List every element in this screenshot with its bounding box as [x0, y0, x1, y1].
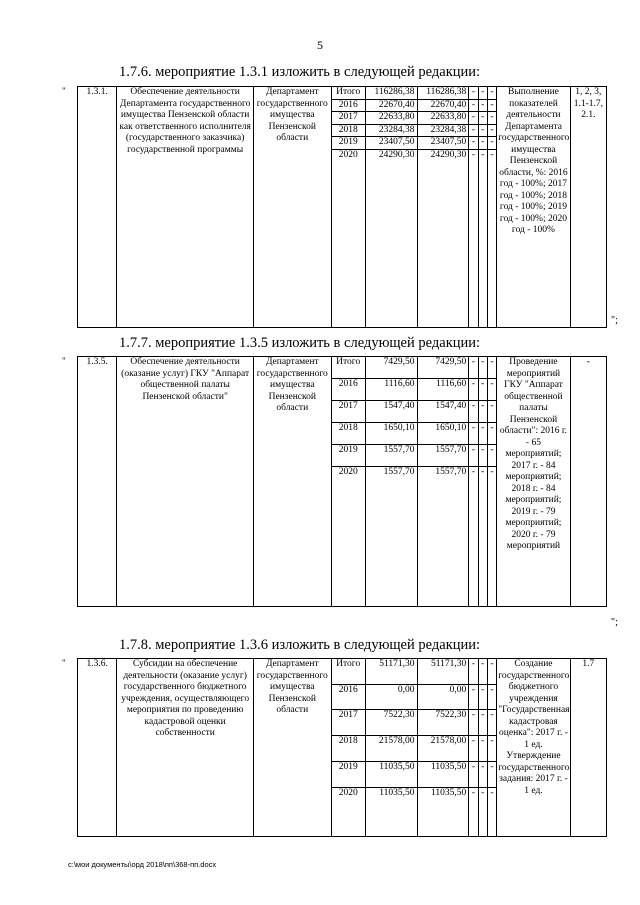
- dash-cell: -: [469, 762, 478, 788]
- measure-indicator: Проведение мероприятий ГКУ "Аппарат общественной палаты Пензенской области": 2016 г. - 65 мероприятий; 2017 г. - 84 мероприятий; 2018 г. - 84 мероприятий; 2019 г. - 79 мероприятий; 2020 г. - 79 мероприятий: [497, 357, 571, 607]
- dash-cell: -: [469, 445, 478, 467]
- amount-total: 21578,00: [365, 736, 417, 762]
- amount-regional: 51171,30: [417, 659, 469, 685]
- measure-executor: Департамент государственного имущества Пензенской области: [253, 87, 331, 328]
- year-cell: 2019: [331, 137, 365, 150]
- dash-cell: -: [469, 149, 478, 328]
- amount-regional: 1557,70: [417, 445, 469, 467]
- amount-regional: 116286,38: [417, 87, 469, 100]
- section-heading: 1.7.7. мероприятие 1.3.5 изложить в следующей редакции:: [119, 335, 481, 351]
- amount-regional: 7429,50: [417, 357, 469, 379]
- year-cell: 2017: [331, 401, 365, 423]
- dash-cell: -: [478, 762, 487, 788]
- open-quote-mark: ": [62, 356, 66, 366]
- amount-regional: 21578,00: [417, 736, 469, 762]
- dash-cell: -: [478, 659, 487, 685]
- dash-cell: -: [487, 467, 496, 607]
- close-quote-mark: ";: [611, 315, 618, 326]
- amount-total: 1557,70: [365, 445, 417, 467]
- dash-cell: -: [487, 87, 496, 100]
- amount-regional: 1650,10: [417, 423, 469, 445]
- section-heading: 1.7.6. мероприятие 1.3.1 изложить в следующей редакции:: [119, 64, 481, 80]
- dash-cell: -: [469, 423, 478, 445]
- dash-cell: -: [478, 379, 487, 401]
- year-cell: 2020: [331, 788, 365, 837]
- measure-table: [77, 86, 607, 328]
- amount-total: 0,00: [365, 685, 417, 710]
- dash-cell: -: [487, 401, 496, 423]
- dash-cell: -: [478, 423, 487, 445]
- year-cell: 2018: [331, 736, 365, 762]
- measure-table: [77, 658, 607, 837]
- page-number: 5: [317, 38, 323, 52]
- dash-cell: -: [478, 99, 487, 112]
- amount-regional: 0,00: [417, 685, 469, 710]
- measure-executor: Департамент государственного имущества Пензенской области: [253, 659, 331, 837]
- measure-code: 1.3.5.: [78, 357, 117, 607]
- amount-total: 23407,50: [365, 137, 417, 150]
- amount-regional: 1116,60: [417, 379, 469, 401]
- year-cell: 2018: [331, 124, 365, 137]
- year-cell: 2018: [331, 423, 365, 445]
- amount-regional: 24290,30: [417, 149, 469, 328]
- dash-cell: -: [487, 788, 496, 837]
- amount-total: 22633,80: [365, 112, 417, 125]
- amount-regional: 22633,80: [417, 112, 469, 125]
- amount-total: 51171,30: [365, 659, 417, 685]
- year-cell: 2016: [331, 99, 365, 112]
- dash-cell: -: [487, 379, 496, 401]
- measure-refs: 1.7: [570, 659, 606, 837]
- dash-cell: -: [478, 137, 487, 150]
- year-cell: 2020: [331, 467, 365, 607]
- year-cell: 2017: [331, 710, 365, 736]
- year-cell: Итого: [331, 87, 365, 100]
- year-cell: 2017: [331, 112, 365, 125]
- measure-executor: Департамент государственного имущества Пензенской области: [253, 357, 331, 607]
- amount-regional: 22670,40: [417, 99, 469, 112]
- amount-regional: 11035,50: [417, 762, 469, 788]
- amount-regional: 11035,50: [417, 788, 469, 837]
- amount-regional: 7522,30: [417, 710, 469, 736]
- measure-code: 1.3.6.: [78, 659, 117, 837]
- amount-regional: 23284,38: [417, 124, 469, 137]
- dash-cell: -: [487, 685, 496, 710]
- dash-cell: -: [478, 736, 487, 762]
- year-cell: 2019: [331, 445, 365, 467]
- amount-total: 7429,50: [365, 357, 417, 379]
- amount-total: 1116,60: [365, 379, 417, 401]
- amount-total: 1547,40: [365, 401, 417, 423]
- dash-cell: -: [487, 124, 496, 137]
- year-cell: 2019: [331, 762, 365, 788]
- dash-cell: -: [478, 445, 487, 467]
- year-cell: Итого: [331, 357, 365, 379]
- dash-cell: -: [469, 87, 478, 100]
- dash-cell: -: [487, 357, 496, 379]
- amount-total: 7522,30: [365, 710, 417, 736]
- dash-cell: -: [478, 401, 487, 423]
- dash-cell: -: [487, 99, 496, 112]
- dash-cell: -: [487, 710, 496, 736]
- amount-total: 24290,30: [365, 149, 417, 328]
- dash-cell: -: [487, 137, 496, 150]
- dash-cell: -: [478, 87, 487, 100]
- dash-cell: -: [478, 124, 487, 137]
- open-quote-mark: ": [62, 658, 66, 668]
- measure-refs: -: [570, 357, 606, 607]
- measure-name: Субсидии на обеспечение деятельности (оказание услуг) государственного бюджетного учреждения, осуществляющего мероприятия по проведению кадастровой оценки собственности: [117, 659, 254, 837]
- dash-cell: -: [478, 112, 487, 125]
- amount-regional: 1547,40: [417, 401, 469, 423]
- year-cell: 2016: [331, 685, 365, 710]
- dash-cell: -: [469, 401, 478, 423]
- dash-cell: -: [478, 467, 487, 607]
- dash-cell: -: [469, 99, 478, 112]
- amount-total: 1557,70: [365, 467, 417, 607]
- amount-total: 11035,50: [365, 762, 417, 788]
- measure-table: [77, 356, 607, 607]
- measure-indicator: Выполнение показателей деятельности Департамента государственного имущества Пензенской области, %: 2016 год - 100%; 2017 год - 100%; 2018 год - 100%; 2019 год - 100%; 2020 год - 100%: [497, 87, 571, 328]
- open-quote-mark: ": [62, 86, 66, 96]
- dash-cell: -: [478, 149, 487, 328]
- dash-cell: -: [478, 788, 487, 837]
- dash-cell: -: [469, 124, 478, 137]
- dash-cell: -: [469, 659, 478, 685]
- dash-cell: -: [469, 379, 478, 401]
- dash-cell: -: [469, 736, 478, 762]
- amount-total: 11035,50: [365, 788, 417, 837]
- measure-name: Обеспечение деятельности (оказание услуг) ГКУ "Аппарат общественной палаты Пензенской области": [117, 357, 254, 607]
- measure-code: 1.3.1.: [78, 87, 117, 328]
- year-cell: 2020: [331, 149, 365, 328]
- dash-cell: -: [469, 710, 478, 736]
- dash-cell: -: [469, 137, 478, 150]
- dash-cell: -: [487, 659, 496, 685]
- file-path-footer: c:\мои документы\орд 2018\пп\368-пп.docx: [68, 860, 217, 869]
- dash-cell: -: [487, 445, 496, 467]
- dash-cell: -: [469, 467, 478, 607]
- amount-total: 116286,38: [365, 87, 417, 100]
- dash-cell: -: [478, 685, 487, 710]
- section-heading: 1.7.8. мероприятие 1.3.6 изложить в следующей редакции:: [119, 637, 481, 653]
- dash-cell: -: [478, 357, 487, 379]
- dash-cell: -: [469, 685, 478, 710]
- dash-cell: -: [469, 112, 478, 125]
- dash-cell: -: [487, 149, 496, 328]
- measure-indicator: Создание государственного бюджетного учреждения "Государственная кадастровая оценка": 2017 г. - 1 ед. Утверждение государственного задания: 2017 г. - 1 ед.: [497, 659, 571, 837]
- dash-cell: -: [487, 112, 496, 125]
- amount-regional: 23407,50: [417, 137, 469, 150]
- dash-cell: -: [487, 736, 496, 762]
- close-quote-mark: ";: [611, 617, 618, 628]
- dash-cell: -: [469, 357, 478, 379]
- measure-name: Обеспечение деятельности Департамента государственного имущества Пензенской области как ответственного исполнителя (государственного заказчика) государственной программы: [117, 87, 254, 328]
- year-cell: Итого: [331, 659, 365, 685]
- amount-total: 23284,38: [365, 124, 417, 137]
- dash-cell: -: [487, 423, 496, 445]
- amount-total: 22670,40: [365, 99, 417, 112]
- measure-refs: 1, 2, 3, 1.1-1.7, 2.1.: [570, 87, 606, 328]
- amount-total: 1650,10: [365, 423, 417, 445]
- dash-cell: -: [487, 762, 496, 788]
- amount-regional: 1557,70: [417, 467, 469, 607]
- dash-cell: -: [469, 788, 478, 837]
- year-cell: 2016: [331, 379, 365, 401]
- dash-cell: -: [478, 710, 487, 736]
